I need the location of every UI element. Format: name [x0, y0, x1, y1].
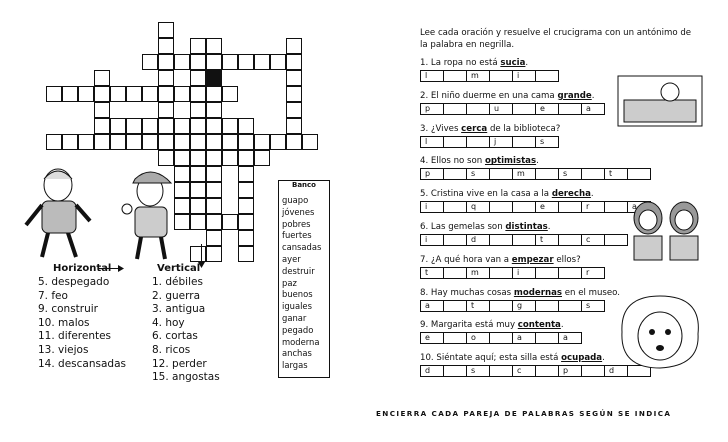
crossword-cell[interactable] [206, 150, 222, 166]
crossword-cell[interactable] [158, 150, 174, 166]
sentence-text: 7. ¿A qué hora van a empezar ellos? [420, 254, 581, 265]
answer-row [420, 332, 581, 344]
crossword-cell[interactable] [190, 38, 206, 54]
crossword-cell[interactable] [126, 134, 142, 150]
crossword-cell[interactable] [238, 230, 254, 246]
answer-cell[interactable]: e [535, 103, 559, 115]
answer-cell[interactable] [581, 168, 605, 180]
answer-cell[interactable]: l [420, 70, 444, 82]
crossword-cell[interactable] [270, 54, 286, 70]
answer-cell[interactable]: c [512, 365, 536, 377]
crossword-cell[interactable] [238, 134, 254, 150]
vertical-clue: 15. angostas [152, 371, 220, 384]
vertical-clue: 2. guerra [152, 289, 201, 302]
answer-cell[interactable] [489, 201, 513, 213]
crossword-cell[interactable] [206, 166, 222, 182]
crossword-cell[interactable] [238, 246, 254, 262]
answer-cell[interactable] [489, 70, 513, 82]
crossword-cell[interactable] [206, 214, 222, 230]
crossword-cell[interactable] [286, 134, 302, 150]
horizontal-clue: 7. feo [38, 289, 68, 302]
crossword-cell[interactable] [174, 150, 190, 166]
crossword-cell[interactable] [238, 118, 254, 134]
crossword-cell[interactable] [94, 134, 110, 150]
crossword-cell[interactable] [190, 246, 206, 262]
answer-row [420, 168, 650, 180]
crossword-cell[interactable] [190, 102, 206, 118]
crossword-cell[interactable] [222, 150, 238, 166]
arrow-head-icon [118, 265, 124, 272]
bank-word: jóvenes [282, 206, 315, 217]
sentence-text: 6. Las gemelas son distintas. [420, 222, 551, 232]
sentence-text: 3. ¿Vives cerca de la biblioteca? [420, 123, 561, 134]
answer-cell[interactable] [512, 234, 536, 246]
vertical-clue: 12. perder [152, 357, 207, 370]
bank-word: ganar [282, 313, 307, 323]
crossword-cell[interactable] [206, 102, 222, 118]
crossword-cell[interactable] [78, 134, 94, 150]
answer-cell[interactable] [535, 70, 559, 82]
answer-cell[interactable]: r [581, 201, 605, 213]
crossword-cell[interactable] [158, 102, 174, 118]
answer-cell[interactable]: e [420, 332, 444, 344]
bank-word: largas [282, 360, 308, 371]
answer-cell[interactable]: a [558, 332, 582, 344]
crossword-cell[interactable] [78, 86, 94, 102]
answer-cell[interactable]: j [489, 136, 513, 148]
answer-cell[interactable]: d [466, 234, 490, 246]
crossword-cell[interactable] [238, 166, 254, 182]
crossword-cell[interactable] [190, 150, 206, 166]
answer-cell[interactable]: t [604, 168, 628, 180]
answer-cell[interactable] [466, 136, 490, 148]
crossword-cell[interactable] [206, 38, 222, 54]
answer-cell[interactable] [627, 168, 651, 180]
crossword-cell[interactable] [174, 54, 190, 70]
crossword-cell[interactable] [286, 86, 302, 102]
happy-worker-illustration [115, 165, 185, 263]
answer-cell[interactable]: r [581, 267, 605, 279]
crossword-cell[interactable] [254, 134, 270, 150]
crossword-cell[interactable] [222, 54, 238, 70]
crossword-cell[interactable] [190, 182, 206, 198]
crossword-cell[interactable] [110, 118, 126, 134]
crossword-cell[interactable] [126, 118, 142, 134]
bank-word: moderna [282, 336, 320, 347]
crossword-cell[interactable] [190, 214, 206, 230]
crossword-cell[interactable] [286, 102, 302, 118]
answer-cell[interactable] [512, 103, 536, 115]
crossword-cell[interactable] [206, 246, 222, 262]
horizontal-clue: 13. viejos [38, 343, 89, 356]
answer-cell[interactable] [489, 365, 513, 377]
crossword-cell[interactable] [206, 54, 222, 70]
answer-cell[interactable]: c [581, 234, 605, 246]
answer-cell[interactable]: p [558, 365, 582, 377]
answer-cell[interactable]: a [512, 332, 536, 344]
vertical-clue: 1. débiles [152, 276, 203, 288]
answer-cell[interactable]: m [466, 267, 490, 279]
answer-cell[interactable]: i [420, 234, 444, 246]
answer-cell[interactable]: t [535, 234, 559, 246]
answer-cell[interactable] [489, 332, 513, 344]
sentence-text: 10. Siéntate aquí; esta silla está ocupada. [420, 353, 605, 364]
crossword-cell[interactable] [302, 134, 318, 150]
answer-cell[interactable]: d [420, 365, 444, 377]
bank-word: cansadas [282, 242, 322, 253]
sentence-text: 4. Ellos no son optimistas. [420, 156, 539, 167]
sentence-text: 8. Hay muchas cosas modernas en el museo. [420, 287, 621, 298]
crossword-cell[interactable] [206, 134, 222, 150]
answer-row [420, 234, 627, 246]
crossword-cell[interactable] [238, 150, 254, 166]
bank-word: iguales [282, 301, 312, 312]
crossword-cell[interactable] [158, 86, 174, 102]
crossword-cell[interactable] [206, 230, 222, 246]
answer-cell[interactable]: d [604, 365, 628, 377]
crossword-cell[interactable] [158, 38, 174, 54]
answer-cell[interactable]: g [512, 300, 536, 312]
crossword-cell[interactable] [158, 22, 174, 38]
crossword-cell[interactable] [142, 134, 158, 150]
answer-cell[interactable]: p [420, 103, 444, 115]
instructions-line2: la palabra en negrilla. [420, 40, 515, 50]
crossword-cell[interactable] [286, 54, 302, 70]
answer-cell[interactable]: p [420, 168, 444, 180]
crossword-cell[interactable] [110, 86, 126, 102]
crossword-cell[interactable] [254, 54, 270, 70]
crossword-cell[interactable] [190, 134, 206, 150]
answer-cell[interactable]: o [466, 332, 490, 344]
answer-cell[interactable] [443, 168, 467, 180]
answer-cell[interactable] [512, 136, 536, 148]
answer-cell[interactable]: u [489, 103, 513, 115]
answer-cell[interactable] [581, 365, 605, 377]
instructions-line1: Lee cada oración y resuelve el crucigrama con un antónimo de [420, 28, 692, 38]
answer-cell[interactable]: e [535, 201, 559, 213]
answer-cell[interactable] [535, 267, 559, 279]
crossword-cell[interactable] [222, 134, 238, 150]
answer-cell[interactable]: s [535, 136, 559, 148]
answer-cell[interactable] [489, 168, 513, 180]
vertical-clue: 8. ricos [152, 343, 191, 356]
horizontal-clue: 9. construir [38, 303, 99, 316]
sentence-text: 1. La ropa no está sucia. [420, 58, 529, 68]
answer-cell[interactable] [512, 201, 536, 213]
crossword-cell[interactable] [238, 214, 254, 230]
answer-row [420, 103, 604, 115]
crossword-cell[interactable] [62, 86, 78, 102]
crossword-cell[interactable] [46, 86, 62, 102]
answer-cell[interactable]: q [466, 201, 490, 213]
crossword-cell[interactable] [158, 70, 174, 86]
vertical-clues [152, 276, 220, 385]
footer-instruction: ENCIERRA CADA PAREJA DE PALABRAS SEGÚN SE INDICA [376, 409, 672, 418]
bank-word: paz [282, 277, 297, 288]
horizontal-title: Horizontal [53, 263, 112, 274]
answer-cell[interactable] [558, 201, 582, 213]
sentence-text: 9. Margarita está muy contenta. [420, 320, 564, 331]
vertical-clue: 3. antigua [152, 303, 206, 316]
answer-row [420, 267, 604, 279]
crossword-cell[interactable] [206, 182, 222, 198]
word-bank-title: Banco [291, 181, 316, 189]
answer-cell[interactable]: i [512, 70, 536, 82]
crossword-cell[interactable] [206, 86, 222, 102]
crossword-cell[interactable] [94, 102, 110, 118]
answer-cell[interactable] [443, 300, 467, 312]
answer-cell[interactable]: s [466, 365, 490, 377]
answer-cell[interactable] [535, 365, 559, 377]
answer-cell[interactable] [558, 103, 582, 115]
answer-cell[interactable] [443, 365, 467, 377]
bank-word: guapo [282, 195, 309, 205]
vertical-clue: 6. cortas [152, 330, 198, 343]
sentence-text: 2. El niño duerme en una cama grande. [420, 90, 595, 101]
answer-cell[interactable] [489, 234, 513, 246]
answer-cell[interactable] [558, 300, 582, 312]
answer-cell[interactable]: s [558, 168, 582, 180]
crossword-cell[interactable] [126, 86, 142, 102]
answer-cell[interactable] [466, 103, 490, 115]
answer-cell[interactable]: m [466, 70, 490, 82]
crossword-cell[interactable] [286, 70, 302, 86]
answer-cell[interactable] [535, 300, 559, 312]
vertical-arrow [201, 244, 202, 264]
crossword-cell[interactable] [222, 86, 238, 102]
answer-row [420, 136, 558, 148]
sleeping-child-illustration [614, 70, 704, 130]
horizontal-clue: 5. despegado [38, 276, 110, 288]
vertical-title: Vertical [157, 263, 201, 274]
crossword-cell[interactable] [190, 70, 206, 86]
crossword-cell[interactable] [174, 118, 190, 134]
crossword-cell[interactable] [238, 54, 254, 70]
crossword-cell[interactable] [110, 134, 126, 150]
answer-cell[interactable]: i [420, 201, 444, 213]
bank-word: pobres [282, 218, 311, 229]
answer-row [420, 201, 650, 213]
crossword-cell[interactable] [286, 118, 302, 134]
crossword-cell[interactable] [142, 118, 158, 134]
crossword-cell[interactable] [158, 134, 174, 150]
crossword-cell[interactable] [206, 198, 222, 214]
answer-cell[interactable] [489, 267, 513, 279]
answer-cell[interactable]: a [627, 201, 651, 213]
crossword-cell[interactable] [286, 38, 302, 54]
crossword-cell[interactable] [222, 214, 238, 230]
answer-cell[interactable] [443, 267, 467, 279]
surprised-girl-illustration [612, 292, 708, 372]
crossword-cell[interactable] [94, 118, 110, 134]
answer-cell[interactable]: a [581, 103, 605, 115]
crossword-cell[interactable] [174, 134, 190, 150]
crossword-cell[interactable] [238, 198, 254, 214]
horizontal-clue: 10. malos [38, 316, 90, 329]
answer-cell[interactable] [558, 267, 582, 279]
crossword-cell[interactable] [190, 118, 206, 134]
bank-word: anchas [282, 348, 312, 359]
answer-cell[interactable] [443, 201, 467, 213]
crossword-black-cell [206, 70, 222, 86]
answer-cell[interactable] [535, 168, 559, 180]
crossword-cell[interactable] [174, 86, 190, 102]
crossword-cell[interactable] [190, 166, 206, 182]
crossword-cell[interactable] [158, 118, 174, 134]
word-bank [278, 180, 330, 378]
crossword-cell[interactable] [222, 118, 238, 134]
crossword-cell[interactable] [62, 134, 78, 150]
answer-cell[interactable]: i [512, 267, 536, 279]
answer-cell[interactable] [489, 300, 513, 312]
crossword-cell[interactable] [190, 198, 206, 214]
crossword-cell[interactable] [270, 134, 286, 150]
answer-cell[interactable]: a [420, 300, 444, 312]
crossword-cell[interactable] [158, 54, 174, 70]
crossword-cell[interactable] [46, 134, 62, 150]
horizontal-clues [38, 276, 126, 371]
crossword-cell[interactable] [190, 54, 206, 70]
answer-row [420, 300, 604, 312]
crossword-cell[interactable] [94, 70, 110, 86]
twin-girls-illustration [620, 196, 710, 262]
answer-cell[interactable]: m [512, 168, 536, 180]
horizontal-clue: 14. descansadas [38, 357, 126, 370]
answer-cell[interactable] [443, 70, 467, 82]
answer-cell[interactable] [558, 234, 582, 246]
answer-cell[interactable]: s [466, 168, 490, 180]
crossword-cell[interactable] [254, 150, 270, 166]
answer-cell[interactable] [443, 234, 467, 246]
answer-cell[interactable]: l [420, 136, 444, 148]
crossword-cell[interactable] [238, 182, 254, 198]
bank-word: destruir [282, 265, 315, 276]
answer-cell[interactable]: t [466, 300, 490, 312]
answer-cell[interactable] [443, 136, 467, 148]
answer-cell[interactable]: t [420, 267, 444, 279]
crossword-cell[interactable] [142, 86, 158, 102]
answer-row [420, 70, 558, 82]
sad-man-illustration [18, 165, 108, 260]
bank-word: ayer [282, 254, 301, 264]
answer-cell[interactable] [535, 332, 559, 344]
vertical-clue: 4. hoy [152, 316, 185, 329]
answer-cell[interactable]: s [581, 300, 605, 312]
bank-word: buenos [282, 289, 313, 300]
crossword-cell[interactable] [206, 118, 222, 134]
bank-word: fuertes [282, 230, 312, 241]
crossword-cell[interactable] [142, 54, 158, 70]
horizontal-clue: 11. diferentes [38, 330, 112, 343]
answer-cell[interactable] [443, 332, 467, 344]
crossword-cell[interactable] [190, 86, 206, 102]
crossword-cell[interactable] [94, 86, 110, 102]
bank-word: pegado [282, 324, 314, 335]
sentence-text: 5. Cristina vive en la casa a la derecha. [420, 189, 594, 200]
answer-cell[interactable] [443, 103, 467, 115]
